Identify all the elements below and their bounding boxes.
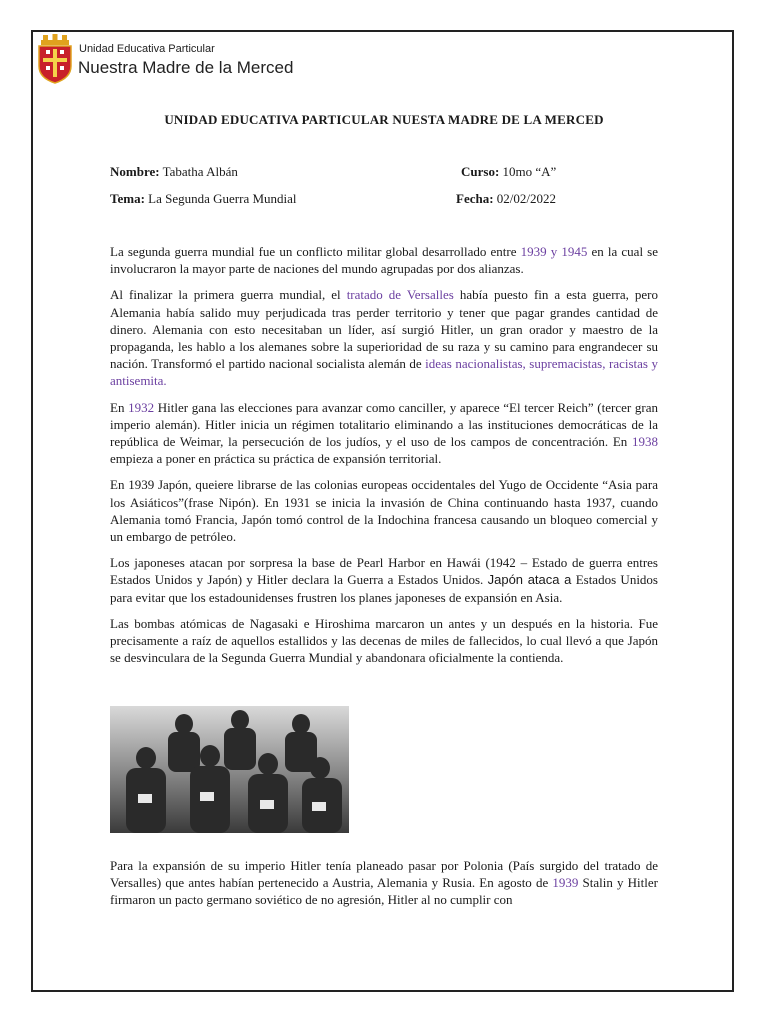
nombre-value: Tabatha Albán: [162, 164, 238, 179]
curso-label: Curso:: [461, 164, 500, 179]
meta-nombre: [110, 164, 238, 180]
paragraph: [110, 243, 658, 277]
paragraph-text: Estados Unidos para evitar que los estadounidenses frustren los planes japoneses de expansión en Asia.: [110, 572, 658, 605]
paragraph-text: Las bombas atómicas de Nagasaki e Hiroshima marcaron un antes y un después en la historia. Fue precisamente a raíz de aquellos estallidos y las decenas de miles de fallecidos, lo cual llevó a que Japón se desvinculara de la Segunda Guerra Mundial y abandonara oficialmente la contienda.: [110, 615, 658, 666]
paragraph-text: La segunda guerra mundial fue un conflicto militar global desarrollado entre: [110, 244, 521, 259]
paragraph: [110, 399, 658, 468]
tema-label: Tema:: [110, 191, 145, 206]
highlighted-text: tratado de Versalles: [346, 287, 454, 303]
highlighted-text: 1939 y 1945: [520, 244, 588, 259]
paragraph: [110, 857, 658, 909]
paragraph-text: Japón ataca a: [487, 572, 572, 588]
paragraph-text: en la cual se involucraron la mayor parte de naciones del mundo agrupadas por dos alianzas.: [110, 244, 659, 277]
paragraph-text: Stalin y Hitler firmaron un pacto germano soviético de no agresión, Hitler al no cumplir con: [110, 875, 658, 908]
paragraph-text: En 1939 Japón, queiere librarse de las colonias europeas occidentales del Yugo de Occidente “Asia para los Asiáticos”(frase Nipón). En 1931 se inicia la invasión de China continuando hasta 1937, cuando Alemania tomó Francia, Japón tomó control de la Indochina francesa causando un bloqueo comercial y un embargo de petróleo.: [110, 477, 658, 545]
paragraph: [110, 476, 658, 545]
fecha-label: Fecha:: [456, 191, 494, 206]
paragraph-text: Para la expansión de su imperio Hitler tenía planeado pasar por Polonia (País surgido del tratado de Versalles) que antes habían pertenecido a Austria, Alemania y Rusia. En agosto de: [110, 858, 658, 891]
body-text: [110, 243, 658, 675]
paragraph-text: había puesto fin a esta guerra, pero Alemania había salido muy perjudicada tras perder territorio y tener que pagar grandes cantidad de dinero. Alemania con esto necesitaban un líder, así surgió Hitler, un gran orador y maestro de la propaganda, les hablo a los alemanes sobre la superioridad de su raza y su camino para engrandecer su nación. Transformó el partido nacional socialista alemán de: [110, 287, 659, 372]
highlighted-text: 1932: [128, 399, 155, 415]
highlighted-text: 1939: [552, 875, 579, 891]
paragraph-text: Los japoneses atacan por sorpresa la base de Pearl Harbor en Hawái (1942 – Estado de guerra entres Estados Unidos y Japón) y Hitler declara la Guerra a Estados Unidos.: [110, 555, 658, 588]
tema-value: La Segunda Guerra Mundial: [148, 191, 297, 206]
nombre-label: Nombre:: [110, 164, 160, 179]
school-name-small: Unidad Educativa Particular: [79, 43, 215, 55]
paragraph-text: Hitler gana las elecciones para avanzar como canciller, y aparece “El tercer Reich” (tercer gran imperio alemán). Hitler inicia un régimen totalitario eliminando a las instituciones democráticas de la república de Weimar, la persecución de los judíos, y el uso de los campos de concentración. En: [110, 399, 658, 450]
school-crest-icon: [37, 34, 73, 84]
paragraph-text: Al finalizar la primera guerra mundial, el: [110, 287, 347, 303]
final-paragraph: [110, 857, 658, 918]
paragraph-text: En: [110, 399, 129, 415]
curso-value: 10mo “A”: [502, 164, 557, 179]
paragraph: [110, 615, 658, 667]
school-name-large: Nuestra Madre de la Merced: [78, 58, 294, 77]
highlighted-text: ideas nacionalistas, supremacistas, racistas y antisemita.: [110, 356, 658, 389]
meta-tema: [110, 191, 297, 207]
meta-fecha: [456, 191, 556, 207]
fecha-value: 02/02/2022: [496, 191, 557, 206]
document-title: UNIDAD EDUCATIVA PARTICULAR NUESTA MADRE DE LA MERCED: [164, 112, 604, 127]
paragraph: [110, 286, 658, 389]
historical-photo: [110, 706, 349, 833]
paragraph-text: empieza a poner en práctica su práctica de expansión territorial.: [110, 451, 442, 467]
highlighted-text: 1938: [632, 434, 658, 450]
paragraph: [110, 554, 658, 606]
meta-curso: [461, 164, 556, 180]
